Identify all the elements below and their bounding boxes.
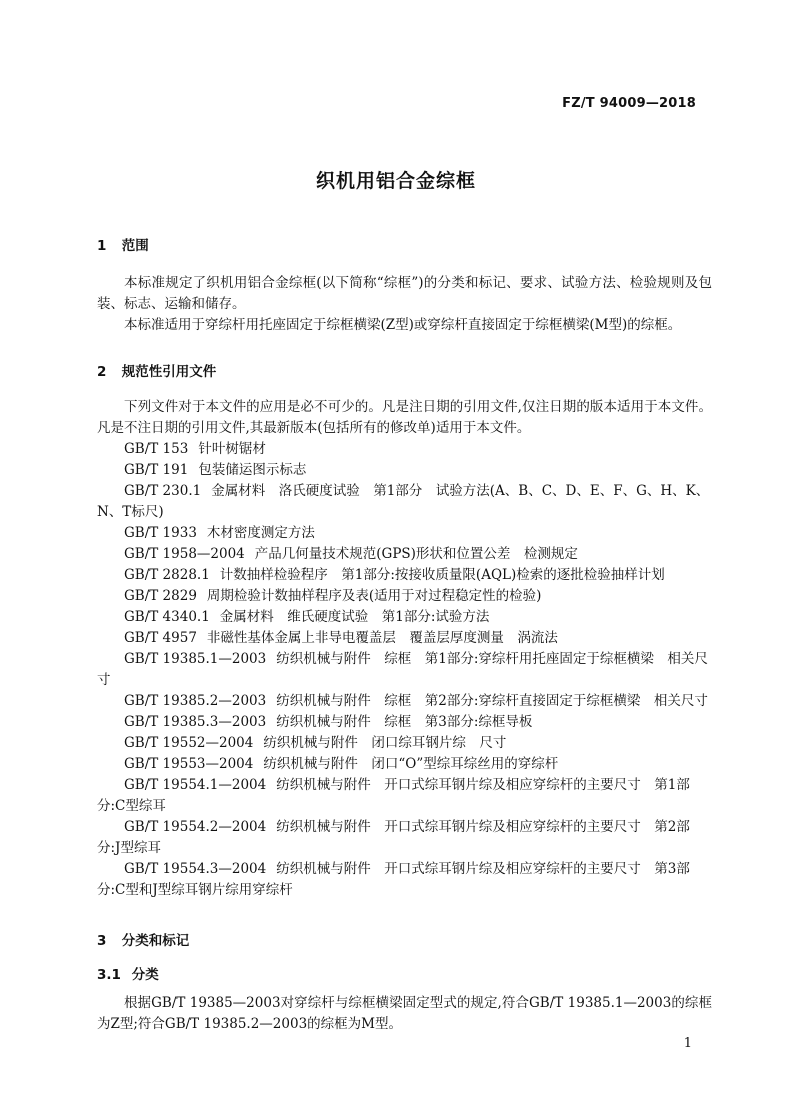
paragraph: 本标准规定了织机用铝合金综框(以下简称“综框”)的分类和标记、要求、试验方法、检验规则及包装、标志、运输和储存。 [97,275,712,312]
page-number: 1 [683,1036,692,1051]
reference-title: 包装储运图示标志 [198,462,307,478]
reference-item [97,439,712,460]
section-title: 范围 [121,238,149,254]
reference-code: GB/T 2828.1 [124,567,210,583]
section-2-heading [97,360,712,380]
paragraph: 本标准适用于穿综杆用托座固定于综框横梁(Z型)或穿综杆直接固定于综框横梁(M型)的综框。 [124,317,682,333]
reference-code: GB/T 153 [124,441,189,457]
reference-title: 纺织机械与附件 闭口综耳钢片综 尺寸 [263,735,507,751]
reference-code: GB/T 19553—2004 [124,756,254,772]
reference-item [97,817,712,859]
reference-title: 针叶树锯材 [198,441,266,457]
reference-item [97,523,712,544]
reference-item [97,859,712,901]
reference-code: GB/T 4340.1 [124,609,210,625]
paragraph: 下列文件对于本文件的应用是必不可少的。凡是注日期的引用文件,仅注日期的版本适用于本文件。凡是不注日期的引用文件,其最新版本(包括所有的修改单)适用于本文件。 [97,399,712,436]
section-1-body [97,273,712,336]
reference-code: GB/T 1958—2004 [124,546,245,562]
reference-item [97,544,712,565]
reference-item [97,628,712,649]
section-number: 3 [97,933,107,949]
reference-title: 纺织机械与附件 开口式综耳钢片综及相应穿综杆的主要尺寸 第3部分:C型和J型综耳钢片综用穿综杆 [97,861,690,898]
reference-item [97,481,712,523]
reference-item [97,586,712,607]
reference-code: GB/T 4957 [124,630,197,646]
reference-title: 纺织机械与附件 开口式综耳钢片综及相应穿综杆的主要尺寸 第1部分:C型综耳 [97,777,690,814]
reference-title: 纺织机械与附件 开口式综耳钢片综及相应穿综杆的主要尺寸 第2部分:J型综耳 [97,819,690,856]
document-title: 织机用铝合金综框 [315,170,476,192]
reference-title: 非磁性基体金属上非导电覆盖层 覆盖层厚度测量 涡流法 [206,630,558,646]
section-3-1-heading [97,963,712,983]
reference-code: GB/T 230.1 [124,483,202,499]
reference-title: 产品几何量技术规范(GPS)形状和位置公差 检测规定 [254,546,578,562]
reference-item [97,712,712,733]
paragraph: 根据GB/T 19385—2003对穿综杆与综框横梁固定型式的规定,符合GB/T 19385.1—2003的综框为Z型;符合GB/T 19385.2—2003的综框为M型。 [97,995,712,1032]
reference-title: 金属材料 维氏硬度试验 第1部分:试验方法 [219,609,490,625]
reference-code: GB/T 2829 [124,588,197,604]
section-number: 3.1 [97,967,121,983]
reference-item [97,565,712,586]
document-code: FZ/T 94009—2018 [562,96,696,111]
section-title: 分类和标记 [121,933,190,949]
reference-item [97,754,712,775]
reference-code: GB/T 19554.1—2004 [124,777,267,793]
reference-title: 周期检验计数抽样程序及表(适用于对过程稳定性的检验) [206,588,542,604]
reference-title: 计数抽样检验程序 第1部分:按接收质量限(AQL)检索的逐批检验抽样计划 [219,567,665,583]
reference-title: 金属材料 洛氏硬度试验 第1部分 试验方法(A、B、C、D、E、F、G、H、K、N、T标尺) [97,483,710,520]
section-title: 规范性引用文件 [121,364,217,380]
reference-code: GB/T 19554.3—2004 [124,861,267,877]
section-3-heading [97,929,712,949]
reference-code: GB/T 19385.3—2003 [124,714,267,730]
reference-code: GB/T 19385.1—2003 [124,651,267,667]
reference-code: GB/T 191 [124,462,189,478]
reference-item [97,733,712,754]
section-title: 分类 [131,967,159,983]
reference-item [97,649,712,691]
reference-code: GB/T 19552—2004 [124,735,254,751]
reference-title: 纺织机械与附件 综框 第1部分:穿综杆用托座固定于综框横梁 相关尺寸 [97,651,708,688]
reference-code: GB/T 19554.2—2004 [124,819,267,835]
reference-title: 纺织机械与附件 闭口“O”型综耳综丝用的穿综杆 [263,756,559,772]
reference-title: 木材密度测定方法 [206,525,315,541]
reference-code: GB/T 19385.2—2003 [124,693,267,709]
reference-item [97,775,712,817]
reference-title: 纺织机械与附件 综框 第3部分:综框导板 [276,714,533,730]
section-1-heading [97,234,712,254]
section-2-body [97,397,712,901]
section-number: 2 [97,364,107,380]
reference-title: 纺织机械与附件 综框 第2部分:穿综杆直接固定于综框横梁 相关尺寸 [276,693,708,709]
reference-item [97,460,712,481]
reference-item [97,607,712,628]
section-3-1-body [97,993,712,1035]
normative-reference-list [97,439,712,901]
section-number: 1 [97,238,107,254]
reference-item [97,691,712,712]
reference-code: GB/T 1933 [124,525,197,541]
